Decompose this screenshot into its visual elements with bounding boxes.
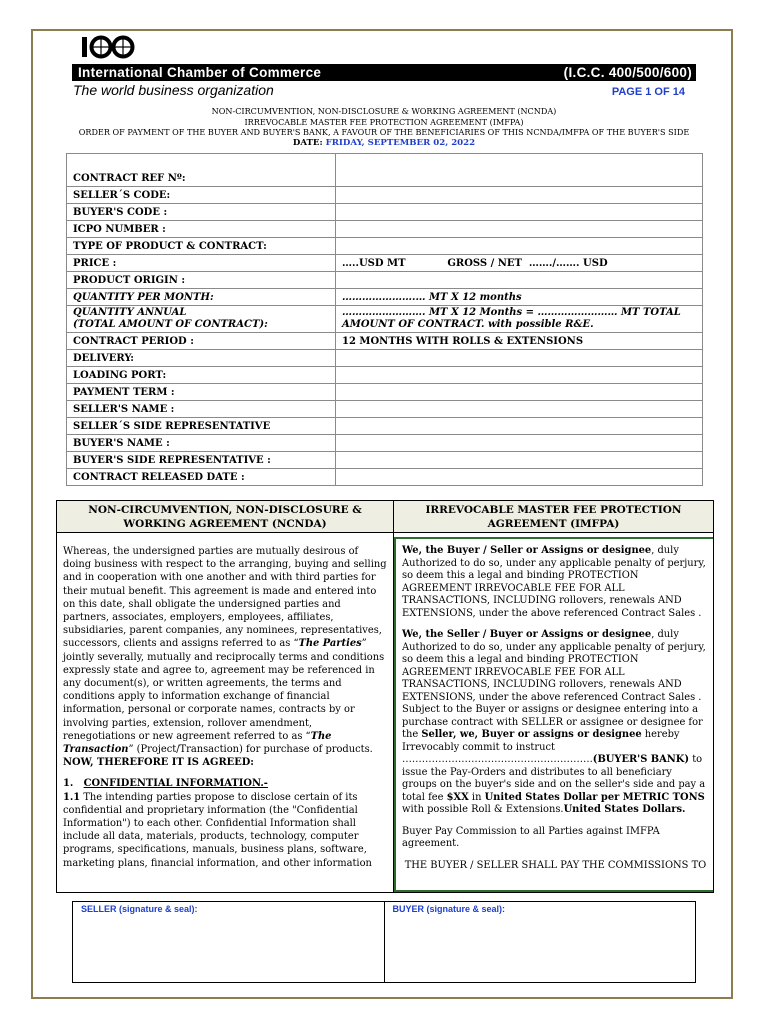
table-row (67, 469, 703, 486)
field-label: CONTRACT PERIOD : (67, 333, 336, 350)
field-label: QUANTITY PER MONTH: (67, 289, 336, 306)
tagline: The world business organization (73, 82, 274, 98)
agreement-sections (56, 500, 714, 893)
field-label: PRICE : (67, 255, 336, 272)
field-value[interactable] (336, 367, 703, 384)
section-title: CONFIDENTIAL INFORMATION.- (83, 778, 268, 790)
imfpa-paragraph (402, 629, 709, 704)
field-value[interactable] (336, 350, 703, 367)
currency-term: United States Dollar per METRIC TONS (484, 791, 705, 803)
table-row (67, 401, 703, 418)
org-name: International Chamber of Commerce (78, 65, 322, 80)
section-heading (63, 777, 387, 790)
text-span: hereby Irrevocably commit to instruct (402, 729, 680, 753)
imfpa-paragraph (402, 704, 709, 817)
field-value[interactable] (336, 204, 703, 221)
field-label: CONTRACT RELEASED DATE : (67, 469, 336, 486)
field-value[interactable] (336, 221, 703, 238)
field-label: SELLER´S CODE: (67, 187, 336, 204)
field-label: BUYER'S NAME : (67, 435, 336, 452)
table-row (67, 333, 703, 350)
seller-term: Seller, we, Buyer or assigns or designee (421, 729, 642, 740)
table-row (67, 272, 703, 289)
text-span: , duly Authorized to do so, under any applicable penalty of perjury, so deem this a legal and binding PROTECTION AGREEMENT IRREVOCABLE FEE FOR ALL TRANSACTIONS, INCLUDING rollovers, renewals AND EXTENSIONS, under the above referenced Contract Sales . (402, 629, 706, 703)
signature-block (72, 901, 696, 983)
field-value[interactable] (336, 401, 703, 418)
party-statement: We, the Buyer / Seller or Assigns or designee (402, 545, 652, 556)
field-label-line: (TOTAL AMOUNT OF CONTRACT): (73, 319, 268, 330)
ncnda-subsection (63, 791, 387, 870)
headline-ncnda: NON-CIRCUMVENTION, NON-DISCLOSURE & WORKING AGREEMENT (NCNDA) (211, 106, 557, 116)
field-value[interactable] (336, 238, 703, 255)
field-label: LOADING PORT: (67, 367, 336, 384)
field-value[interactable] (336, 435, 703, 452)
field-value[interactable] (336, 154, 703, 187)
fee-amount: $XX (446, 791, 469, 803)
field-label: ICPO NUMBER : (67, 221, 336, 238)
field-label: PAYMENT TERM : (67, 384, 336, 401)
imfpa-heading: IRREVOCABLE MASTER FEE PROTECTION AGREEMENT (IMFPA) (394, 501, 713, 533)
field-value[interactable] (336, 418, 703, 435)
text-span: to issue the Pay-Orders and distributes to all beneficiary groups on the buyer's side and on the seller's side and pay a total fee (402, 754, 706, 803)
field-value[interactable]: ………………….… MT X 12 months (336, 289, 703, 306)
document-headlines (72, 106, 696, 148)
field-value[interactable] (336, 306, 703, 333)
buyer-signature-label: BUYER (signature & seal): (392, 904, 506, 914)
section-number: 1. (63, 778, 74, 790)
table-row (67, 306, 703, 333)
text-span: Subject to the Buyer or assigns or designee entering into a purchase contract with SELLER or assignee or designee for the (402, 704, 703, 740)
buyers-bank-term: (BUYER'S BANK) (592, 754, 690, 765)
table-row (67, 418, 703, 435)
field-value[interactable] (336, 469, 703, 486)
text-span: Whereas, the undersigned parties are mutually desirous of doing business with respect to the arranging, buying and selling and in cooperation with one another and with third parties for their mutual benefit. This agreement is made and entered into on this date, shall obligate the undersigned parties and partners, associates, employers, employees, affiliates, subsidiaries, parent companies, any nominees, representatives, successors, clients and assigns referred to as “ (63, 546, 387, 650)
table-row (67, 187, 703, 204)
text-span: ” (Project/Transaction) for purchase of products. (128, 744, 373, 756)
table-row (67, 384, 703, 401)
date-value: FRIDAY, SEPTEMBER 02, 2022 (325, 137, 476, 148)
party-statement: We, the Seller / Buyer or Assigns or designee (402, 629, 652, 640)
field-label: PRODUCT ORIGIN : (67, 272, 336, 289)
headline-order: ORDER OF PAYMENT OF THE BUYER AND BUYER'S BANK, A FAVOUR OF THE BENEFICIARIES OF THIS NCNDA/IMFPA OF THE BUYER'S SIDE (78, 127, 690, 137)
buyer-signature-field[interactable] (385, 902, 696, 982)
field-label: DELIVERY: (67, 350, 336, 367)
field-label: CONTRACT REF Nº: (67, 154, 336, 187)
parties-term: The Parties (298, 638, 362, 650)
text-span: with possible Roll & Extensions. (402, 804, 564, 815)
table-row (67, 154, 703, 187)
field-label: BUYER'S CODE : (67, 204, 336, 221)
field-label: BUYER'S SIDE REPRESENTATIVE : (67, 452, 336, 469)
seller-signature-field[interactable] (73, 902, 385, 982)
date-label: DATE: (292, 137, 323, 148)
icc-codes: (I.C.C. 400/500/600) (563, 65, 692, 80)
text-span: The intending parties propose to disclose certain of its confidential and proprietary information (the "Confidential Information") to each other. Confidential Information shall include all data, materials, products, technology, computer programs, specifications, manuals, business plans, software, marketing plans, financial information, and other information (63, 791, 372, 869)
ncnda-paragraph (63, 545, 387, 769)
agreed-statement: NOW, THEREFORE IT IS AGREED: (63, 757, 254, 769)
table-row (67, 289, 703, 306)
field-value[interactable] (336, 384, 703, 401)
field-value[interactable] (336, 272, 703, 289)
field-label-line: QUANTITY ANNUAL (73, 307, 187, 318)
headline-imfpa: IRREVOCABLE MASTER FEE PROTECTION AGREEMENT (IMFPA) (244, 116, 524, 127)
org-title-bar (72, 64, 696, 81)
imfpa-paragraph: Buyer Pay Commission to all Parties against IMFPA agreement. (402, 825, 660, 849)
field-value-line: ……………………. MT X 12 Months = …………………… MT TOTAL (342, 307, 681, 318)
table-row (67, 350, 703, 367)
table-row (67, 367, 703, 384)
imfpa-paragraph (402, 545, 709, 620)
field-label: TYPE OF PRODUCT & CONTRACT: (67, 238, 336, 255)
subsection-number: 1.1 (63, 791, 81, 803)
text-span: ” jointly severally, mutually and reciprocally terms and conditions expressly state and agree to, agreement may be referenced in any document(s), or written agreements, the terms and conditions apply to information exchange of financial information, personal or corporate names, contracts by or involving parties, extension, rollover amendment, renegotiations or new agreement referred to as “ (63, 638, 385, 742)
field-label (67, 306, 336, 333)
blank-line: …………………………………………………. (402, 754, 593, 765)
table-row (67, 452, 703, 469)
usd-term: United States Dollars. (563, 804, 686, 815)
field-label: SELLER'S NAME : (67, 401, 336, 418)
table-row (67, 204, 703, 221)
imfpa-content (394, 537, 713, 892)
ncnda-body (57, 533, 394, 892)
document-date (72, 138, 696, 149)
table-row (67, 238, 703, 255)
transaction-term: The Transaction (63, 730, 332, 756)
field-value[interactable] (336, 187, 703, 204)
field-value-line: AMOUNT OF CONTRACT. with possible R&E. (342, 319, 594, 330)
field-value[interactable]: …..USD MT GROSS / NET ……./……. USD (336, 255, 703, 272)
table-row (67, 221, 703, 238)
field-value[interactable]: 12 MONTHS WITH ROLLS & EXTENSIONS (336, 333, 703, 350)
imfpa-body (394, 533, 713, 892)
icc-logo (81, 34, 137, 60)
table-row (67, 255, 703, 272)
text-span: , duly Authorized to do so, under any applicable penalty of perjury, so deem this a legal and binding PROTECTION AGREEMENT IRREVOCABLE FEE FOR ALL TRANSACTIONS, INCLUDING rollovers, renewals AND EXTENSIONS, under the above referenced Contract Sales . (402, 545, 706, 619)
imfpa-paragraph: THE BUYER / SELLER SHALL PAY THE COMMISSIONS TO (404, 859, 707, 871)
icc-logo-icon (81, 35, 137, 59)
page-indicator: PAGE 1 OF 14 (611, 86, 685, 98)
text-span: in (468, 791, 485, 803)
seller-signature-label: SELLER (signature & seal): (81, 904, 198, 914)
ncnda-heading: NON-CIRCUMVENTION, NON-DISCLOSURE & WORKING AGREEMENT (NCNDA) (57, 501, 394, 533)
contract-details-table (66, 153, 703, 486)
field-value[interactable] (336, 452, 703, 469)
field-label: SELLER´S SIDE REPRESENTATIVE (67, 418, 336, 435)
table-row (67, 435, 703, 452)
